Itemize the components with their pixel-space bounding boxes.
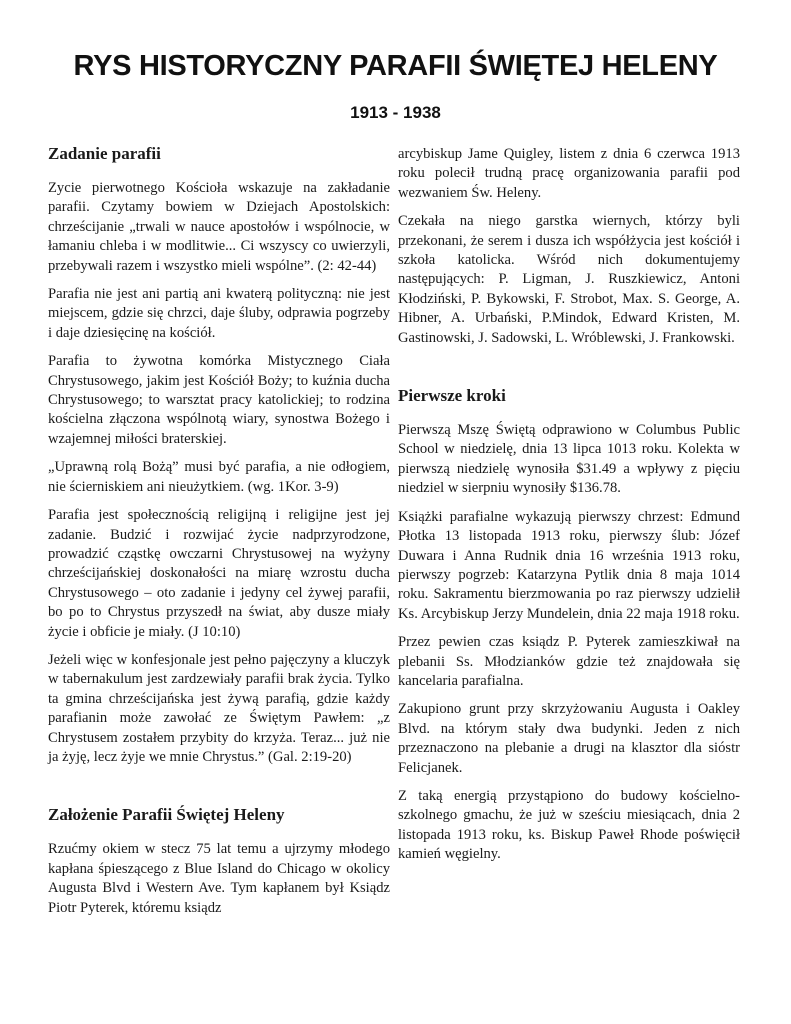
- paragraph: Czekała na niego garstka wiernych, którzy byli przekonani, że serem i dusza ich współżycia jest kościół i szkoła katolicka. Wśród nich dokumentujemy następujących: P. Ligman, J. Ruszkiewicz, Antoni Kłodziński, P. Bykowski, F. Strobot, Max. S. George, A. Hibner, A. Urbański, P.Mindok, Edward Kristen, M. Gastinowski, J. Sadowski, L. Wróblewski, J. Frankowski.: [398, 213, 740, 346]
- paragraph: Parafia nie jest ani partią ani kwaterą polityczną: nie jest miejscem, gdzie się chrzci, daje śluby, odprawia pogrzeby i daje dziesięcinę na kościół.: [48, 286, 390, 341]
- section-heading-pierwsze-kroki: Pierwsze kroki: [398, 386, 506, 406]
- left-column: [48, 143, 390, 927]
- page-subtitle-years: 1913 - 1938: [350, 103, 441, 122]
- paragraph: Pierwszą Mszę Świętą odprawiono w Columbus Public School w niedzielę, dnia 13 lipca 1013 roku. Kolekta w pierwszą niedzielę wynosiła $31.49 a wpływy z pięciu niedziel w sierpniu wynosiły $136.78.: [398, 422, 740, 497]
- paragraph: Książki parafialne wykazują pierwszy chrzest: Edmund Płotka 13 listopada 1913 roku, pierwszy ślub: Józef Duwara i Anna Rudnik dnia 16 września 1913 roku, pierwszy pogrzeb: Katarzyna Pytlik dnia 8 maja 1014 roku. Sakramentu bierzmowania po raz pierwszy udzielił Ks. Arcybiskup Jerzy Mundelein, dnia 22 maja 1918 roku.: [398, 508, 740, 622]
- paragraph: Przez pewien czas ksiądz P. Pyterek zamieszkiwał na plebanii Ss. Młodzianków gdzie też znajdowała się kancelaria parafialna.: [398, 634, 740, 689]
- paragraph: Parafia jest społecznością religijną i religijne jest jej zadanie. Budzić i rozwijać życie nadprzyrodzone, prowadzić cząstkę owczarni Chrystusowej na wyżyny chrześcijańskiej doskonałości na miarę wzrostu ducha Chrystusowego – oto zadanie i jedyny cel żywej parafii, bo po to Chrystus przyszedł na świat, aby dusze miały życie i obficie je miały. (J 10:10): [48, 507, 390, 640]
- section-heading-zalozenie: Założenie Parafii Świętej Heleny: [48, 805, 285, 825]
- paragraph: Zycie pierwotnego Kościoła wskazuje na zakładanie parafii. Czytamy bowiem w Dziejach Apostolskich: chrześcijanie „trwali w nauce apostołów i wspólnocie, w łamaniu chleba i w modlitwie... Ci wszyscy co uwierzyli, przebywali razem i wszystko mieli wspólne”. (2: 42-44): [48, 180, 390, 274]
- paragraph: „Uprawną rolą Bożą” musi być parafia, a nie odłogiem, nie ścierniskiem ani nieużytkiem. (wg. 1Kor. 3-9): [48, 459, 390, 495]
- paragraph: arcybiskup Jame Quigley, listem z dnia 6 czerwca 1913 roku polecił trudną pracę organizowania parafii pod wezwaniem Św. Heleny.: [398, 146, 740, 201]
- paragraph: Z taką energią przystąpiono do budowy kościelno-szkolnego gmachu, że już w sześciu miesiącach, dnia 2 listopada 1913 roku, ks. Biskup Paweł Rhode poświęcił kamień węgielny.: [398, 787, 740, 863]
- paragraph: Zakupiono grunt przy skrzyżowaniu Augusta i Oakley Blvd. na którym stały dwa budynki. Jeden z nich przeznaczono na plebanie a drugi na klasztor dla sióstr Felicjanek.: [398, 701, 740, 776]
- page-title: RYS HISTORYCZNY PARAFII ŚWIĘTEJ HELENY: [73, 50, 718, 82]
- section-heading-zadanie: Zadanie parafii: [48, 144, 161, 163]
- paragraph: Rzućmy okiem w stecz 75 lat temu a ujrzymy młodego kapłana śpieszącego z Blue Island do Chicago w okolicy Augusta Blvd i Western Ave. Tym kapłanem był Ksiądz Piotr Pyterek, któremu ksiądz: [48, 841, 390, 916]
- paragraph: Parafia to żywotna komórka Mistycznego Ciała Chrystusowego, jakim jest Kościół Boży; to kuźnia ducha Chrystusowego; to warsztat pracy katolickiej; to rodzina kościelna złączona wspólnotą wiary, synostwa Bożego i wzajemnej miłości braterskiej.: [48, 353, 390, 447]
- right-column: [398, 145, 740, 874]
- paragraph: Jeżeli więc w konfesjonale jest pełno pajęczyny a kluczyk w tabernakulum jest zardzewiały parafii brak życia. Tylko ta gmina chrześcijańska jest żywą parafią, gdzie każdy parafianin może zawołać ze Świętym Pawłem: „z Chrystusem zostałem przybity do krzyża. Teraz... już nie ja żyję, lecz żyje we mnie Chrystus.” (Gal. 2:19-20): [48, 651, 390, 765]
